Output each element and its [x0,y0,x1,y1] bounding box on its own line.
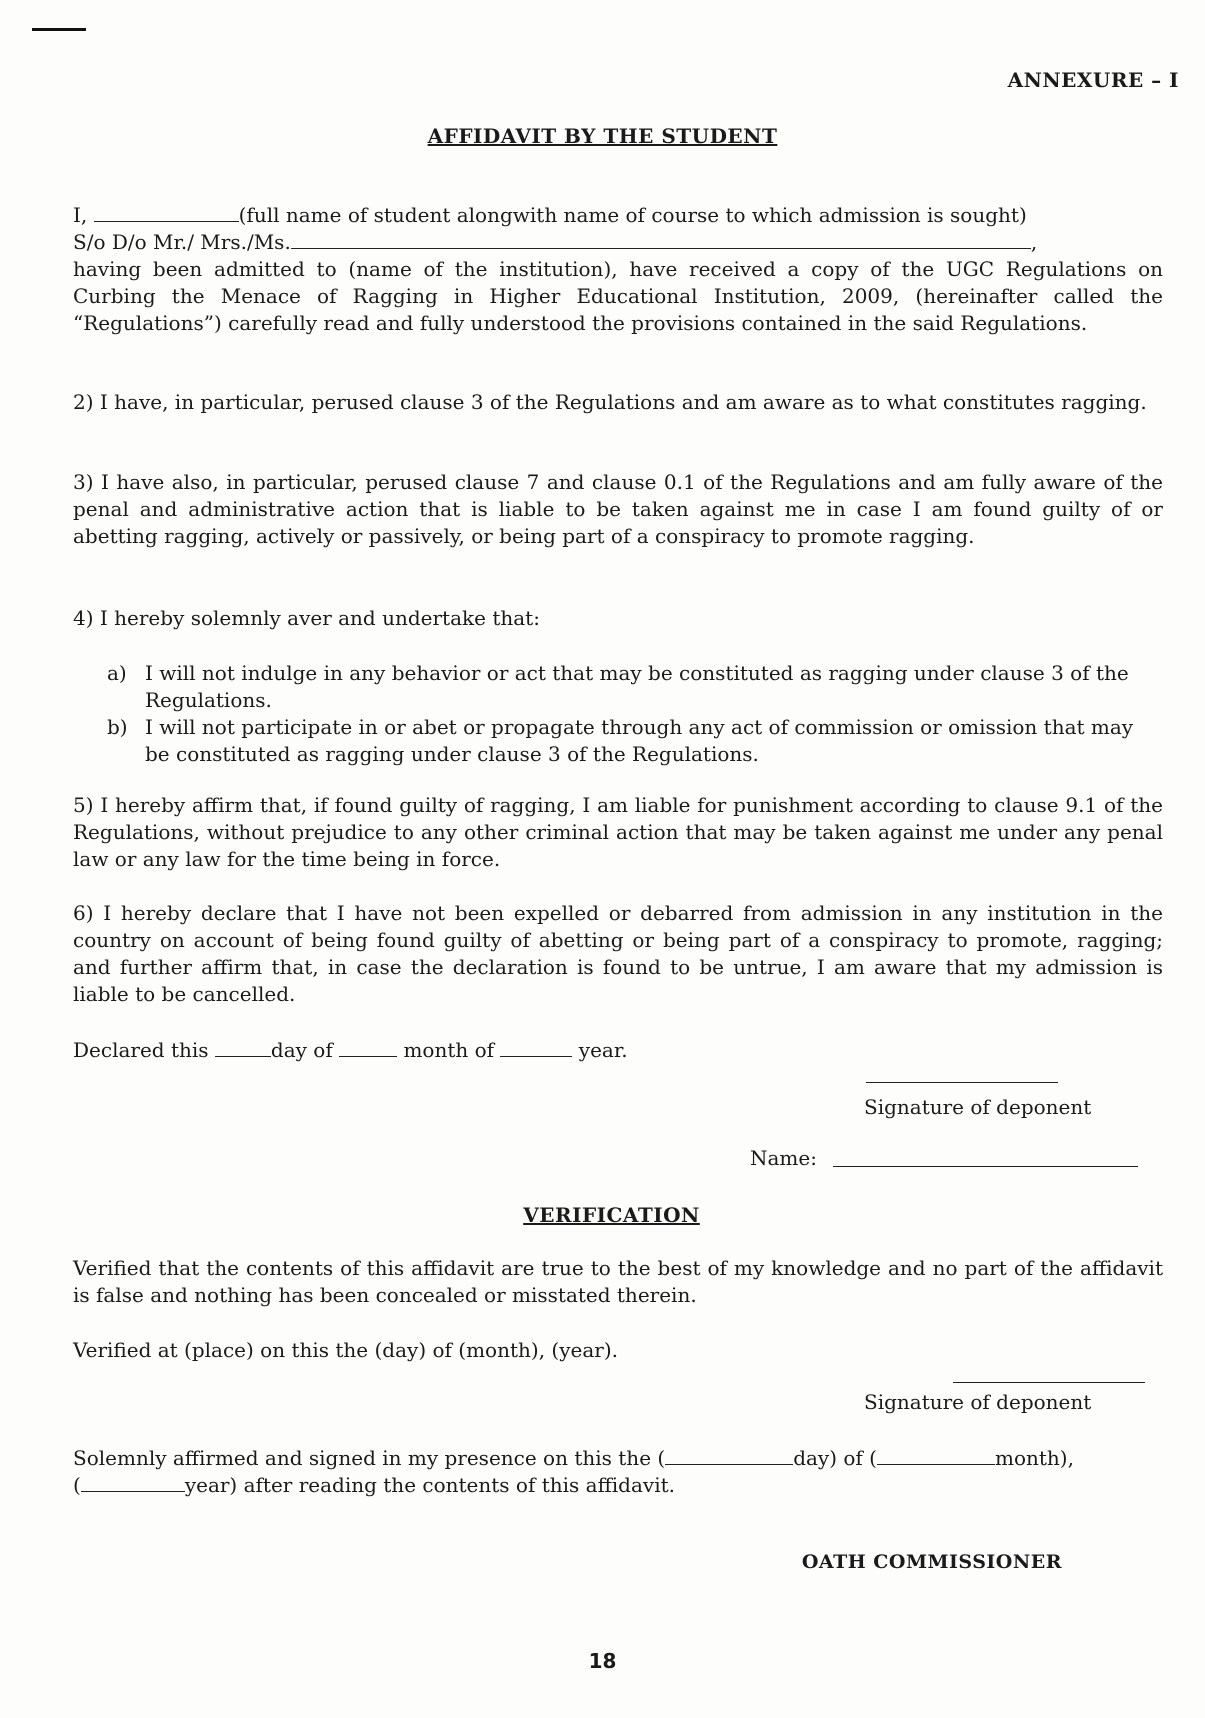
verification-paragraph: Verified that the contents of this affidavit are true to the best of my knowledge and no part of the affidavit is false and nothing has been concealed or misstated therein. [73,1256,1163,1307]
affirmation-end: year) after reading the contents of this affidavit. [184,1473,675,1497]
affirmation-start: Solemnly affirmed and signed in my presence on this the ( [73,1446,666,1470]
student-name-blank[interactable] [94,203,239,222]
signature-deponent-label-1: Signature of deponent [864,1095,1092,1119]
signature-line-2[interactable] [953,1382,1145,1383]
signature-line-1[interactable] [866,1082,1058,1083]
verification-place-date: Verified at (place) on this the (day) of (month), (year). [73,1338,618,1362]
verification-title: VERIFICATION [523,1203,700,1227]
page-number: 18 [588,1649,617,1673]
signature-deponent-label-2: Signature of deponent [864,1390,1092,1414]
affirmation-month-text: month), [994,1446,1074,1470]
clause-4b-text: I will not participate in or abet or propagate through any act of commission or omission that may be constituted as ragging under clause 3 of the Regulations. [145,715,1134,766]
affirmation-day-text: day) of ( [793,1446,877,1470]
affirmation-line-1 [73,1445,1163,1472]
intro-line2-comma: , [1030,230,1038,254]
declared-year-blank[interactable] [500,1038,572,1057]
intro-line-2 [73,229,1163,256]
affirm-month-blank[interactable] [877,1446,995,1465]
declared-day-blank[interactable] [215,1038,271,1057]
annexure-label: ANNEXURE – I [1007,68,1179,92]
intro-line1-start: I, [73,203,88,227]
name-line[interactable] [833,1166,1138,1167]
intro-body: having been admitted to (name of the institution), have received a copy of the UGC Regulations on Curbing the Menace of Ragging in Higher Educational Institution, 2009, (hereinafter called the “Regulations”) carefully read and fully understood the provisions contained in the said Regulations. [73,257,1163,335]
declared-text: Declared this [73,1038,209,1062]
clause-4: 4) I hereby solemnly aver and undertake that: [73,606,540,630]
declaration-date-line [73,1037,1163,1064]
declared-month-blank[interactable] [339,1038,397,1057]
oath-commissioner: OATH COMMISSIONER [801,1551,1062,1573]
declared-day-text: day of [270,1038,333,1062]
clause-4a [107,660,1163,714]
affirm-year-blank[interactable] [81,1473,185,1492]
affirmation-line-2 [73,1472,1163,1499]
intro-line-1 [73,202,1163,229]
name-label: Name: [750,1146,817,1170]
intro-line1-text: (full name of student alongwith name of course to which admission is sought) [238,203,1027,227]
affirmation-paren: ( [73,1473,81,1497]
clause-5: 5) I hereby affirm that, if found guilty of ragging, I am liable for punishment according to clause 9.1 of the Regulations, without prejudice to any other criminal action that may be taken against me under any penal law or any law for the time being in force. [73,793,1163,871]
declared-month-text: month of [403,1038,495,1062]
parent-name-blank[interactable] [291,230,1031,249]
clause-6: 6) I hereby declare that I have not been expelled or debarred from admission in any institution in the country on account of being found guilty of abetting or being part of a conspiracy to promote, ragging; and further affirm that, in case the declaration is found to be untrue, I am aware that my admission is liable to be cancelled. [73,901,1163,1006]
affirm-day-blank[interactable] [665,1446,793,1465]
intro-line2-start: S/o D/o Mr./ Mrs./Ms. [73,230,291,254]
solemn-affirmation [73,1445,1163,1499]
document-title: AFFIDAVIT BY THE STUDENT [427,124,778,148]
clause-4a-text: I will not indulge in any behavior or act that may be constituted as ragging under clause 3 of the Regulations. [145,661,1129,712]
clause-2: 2) I have, in particular, perused clause 3 of the Regulations and am aware as to what constitutes ragging. [73,390,1147,414]
intro-paragraph [73,202,1163,337]
clause-3: 3) I have also, in particular, perused clause 7 and clause 0.1 of the Regulations and am fully aware of the penal and administrative action that is liable to be taken against me in case I am found guilty of or abetting ragging, actively or passively, or being part of a conspiracy to promote ragging. [73,470,1163,548]
page-corner-mark [32,28,86,31]
clause-4a-letter: a) [107,661,127,685]
declared-year-text: year. [578,1038,628,1062]
clause-4b-letter: b) [107,715,128,739]
clause-4b [107,714,1163,768]
